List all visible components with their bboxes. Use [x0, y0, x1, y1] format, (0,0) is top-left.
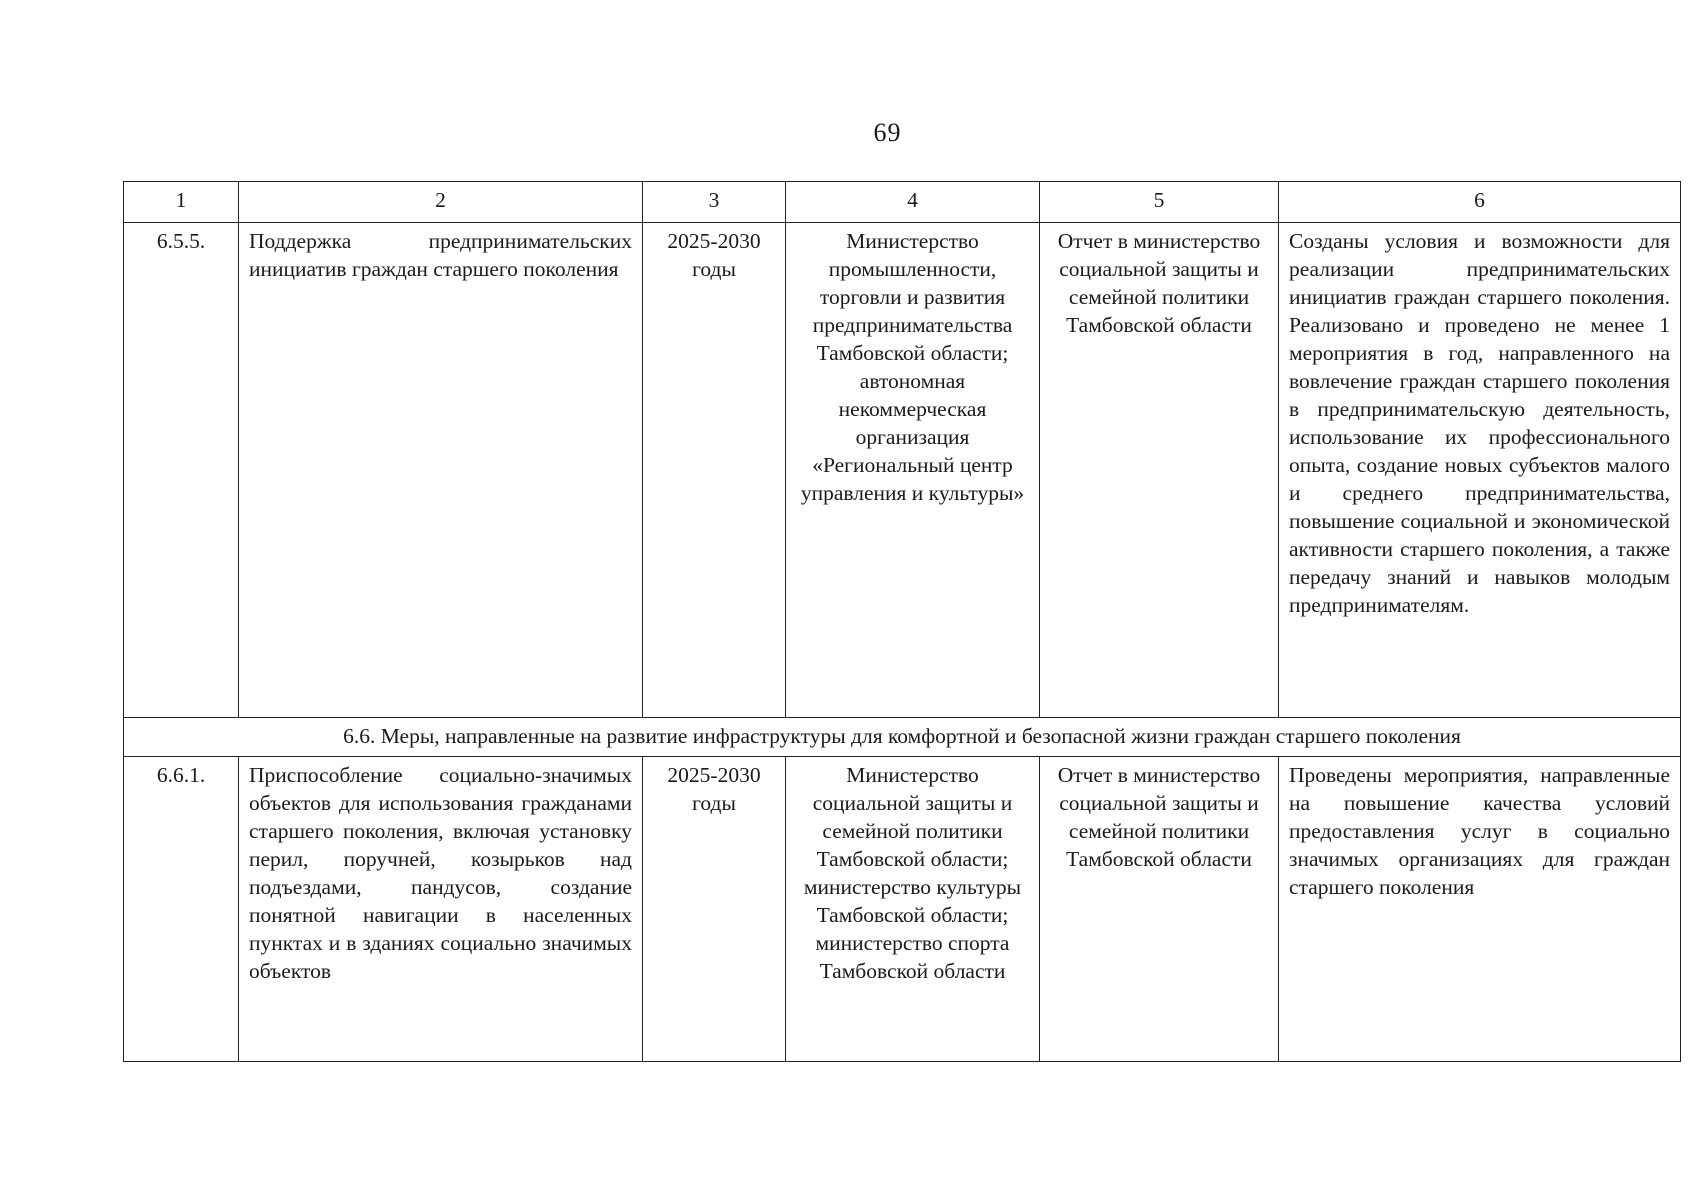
measure-name: Приспособление социально-значимых объектов для использования гражданами старшего поколения, включая установку перил, поручней, козырьков над подъездами, пандусов, создание понятной навигации в населенных пунктах и в зданиях социально значимых объектов: [239, 757, 643, 1062]
section-title: 6.6. Меры, направленные на развитие инфраструктуры для комфортной и безопасной жизни граждан старшего поколения: [124, 718, 1681, 757]
implementation-period: 2025-2030 годы: [643, 223, 786, 718]
row-number: 6.5.5.: [124, 223, 239, 718]
header-col-4: 4: [786, 182, 1040, 223]
row-number: 6.6.1.: [124, 757, 239, 1062]
report-type: Отчет в министерство социальной защиты и семейной политики Тамбовской области: [1040, 223, 1279, 718]
measure-name: Поддержка предпринимательских инициатив граждан старшего поколения: [239, 223, 643, 718]
report-type: Отчет в министерство социальной защиты и семейной политики Тамбовской области: [1040, 757, 1279, 1062]
header-col-1: 1: [124, 182, 239, 223]
table-row: [124, 757, 1681, 1062]
implementation-period: 2025-2030 годы: [643, 757, 786, 1062]
table-header-row: [124, 182, 1681, 223]
header-col-3: 3: [643, 182, 786, 223]
responsible-executors: Министерство социальной защиты и семейной политики Тамбовской области; министерство культуры Тамбовской области; министерство спорта Тамбовской области: [786, 757, 1040, 1062]
page-number: 69: [873, 118, 902, 147]
header-col-2: 2: [239, 182, 643, 223]
measures-table: [123, 181, 1681, 1062]
expected-result: Созданы условия и возможности для реализации предпринимательских инициатив граждан старшего поколения. Реализовано и проведено не менее 1 мероприятия в год, направленного на вовлечение граждан старшего поколения в предпринимательскую деятельность, использование их профессионального опыта, создание новых субъектов малого и среднего предпринимательства, повышение социальной и экономической активности старшего поколения, а также передачу знаний и навыков молодым предпринимателям.: [1279, 223, 1681, 718]
header-col-6: 6: [1279, 182, 1681, 223]
section-row: [124, 718, 1681, 757]
responsible-executors: Министерство промышленности, торговли и развития предпринимательства Тамбовской области; автономная некоммерческая организация «Региональный центр управления и культуры»: [786, 223, 1040, 718]
expected-result: Проведены мероприятия, направленные на повышение качества условий предоставления услуг в социально значимых организациях для граждан старшего поколения: [1279, 757, 1681, 1062]
header-col-5: 5: [1040, 182, 1279, 223]
table-row: [124, 223, 1681, 718]
